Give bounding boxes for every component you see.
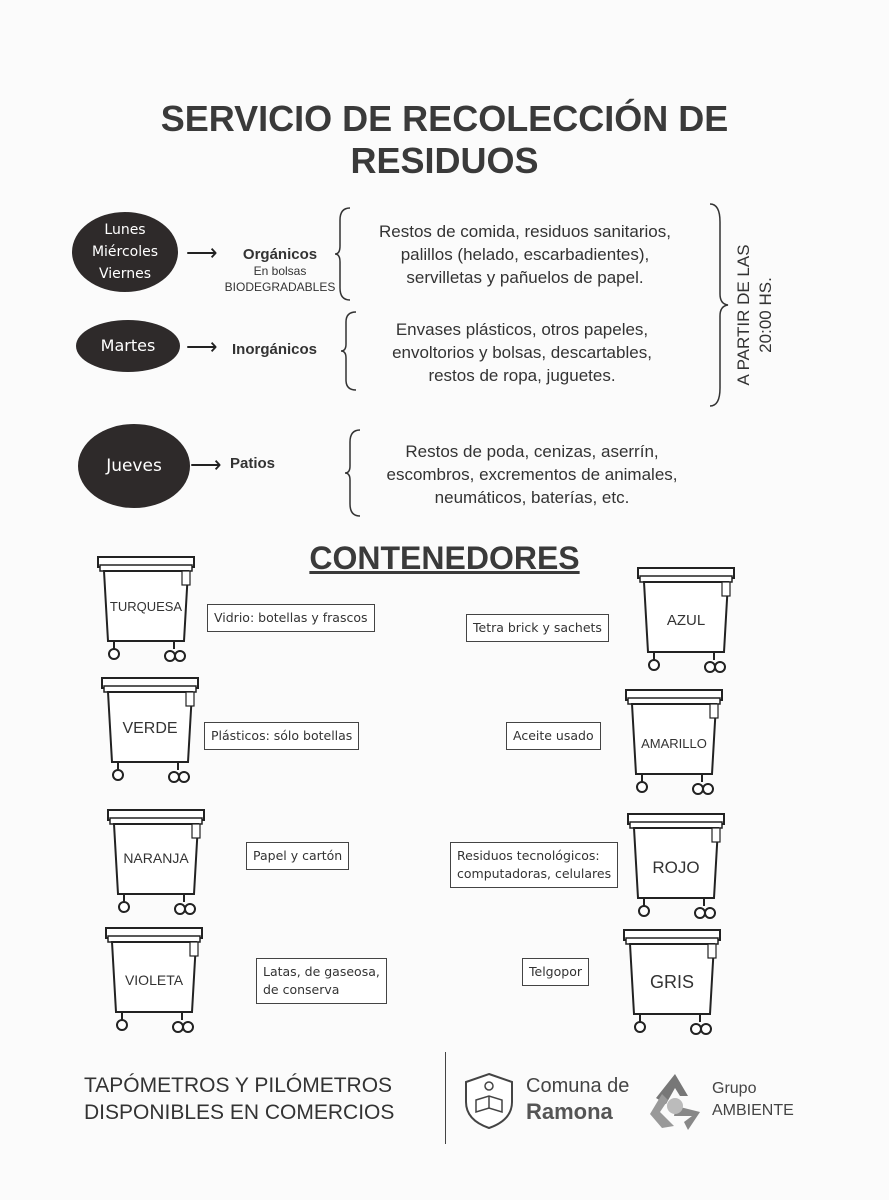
logo-text-line: Grupo bbox=[712, 1080, 757, 1097]
container-naranja bbox=[106, 808, 206, 918]
logo-ambiente-text bbox=[712, 1078, 794, 1122]
container-item: Residuos tecnológicos: bbox=[457, 848, 600, 863]
container-item-box bbox=[246, 842, 349, 870]
container-item-box bbox=[450, 842, 618, 888]
container-item: Aceite usado bbox=[513, 728, 594, 743]
category-note: En bolsas bbox=[253, 264, 307, 278]
arrow-right-icon: ⟶ bbox=[186, 334, 218, 359]
desc-line: Restos de poda, cenizas, aserrín, bbox=[405, 442, 659, 461]
desc-line: escombros, excrementos de animales, bbox=[386, 465, 678, 484]
inorganicos-description bbox=[352, 318, 692, 387]
page-title bbox=[0, 98, 889, 182]
desc-line: servilletas y pañuelos de papel. bbox=[406, 268, 644, 287]
logo-comuna-ramona bbox=[462, 1070, 516, 1135]
days-oval-jueves bbox=[78, 424, 190, 508]
container-color-label: ROJO bbox=[652, 858, 700, 877]
container-item-box bbox=[204, 722, 359, 750]
container-color-label: AMARILLO bbox=[641, 736, 707, 751]
footer-line: DISPONIBLES EN COMERCIOS bbox=[84, 1101, 395, 1124]
container-color-label: TURQUESA bbox=[109, 599, 183, 614]
arrow-right-icon: ⟶ bbox=[190, 452, 222, 477]
recycle-icon bbox=[642, 1068, 708, 1134]
category-note: BIODEGRADABLES bbox=[224, 280, 336, 294]
container-item-box bbox=[466, 614, 609, 642]
arrow-right-icon: ⟶ bbox=[186, 240, 218, 265]
container-color-label: GRIS bbox=[649, 972, 694, 992]
footer-line: TAPÓMETROS Y PILÓMETROS bbox=[84, 1074, 393, 1097]
desc-line: restos de ropa, juguetes. bbox=[428, 366, 616, 385]
container-color-label: VIOLETA bbox=[124, 972, 184, 988]
desc-line: neumáticos, baterías, etc. bbox=[434, 488, 630, 507]
desc-line: envoltorios y bolsas, descartables, bbox=[392, 343, 652, 362]
footer-divider bbox=[445, 1052, 446, 1144]
time-note bbox=[733, 225, 779, 405]
container-item: de conserva bbox=[263, 982, 340, 997]
days-oval-lunes-miercoles-viernes bbox=[72, 212, 178, 292]
container-violeta bbox=[104, 926, 204, 1036]
footer-text bbox=[84, 1072, 394, 1126]
logo-text-line: Ramona bbox=[526, 1099, 613, 1124]
container-item-box bbox=[506, 722, 601, 750]
day-label: Jueves bbox=[106, 456, 162, 476]
container-amarillo bbox=[624, 688, 724, 798]
container-item: Telgopor bbox=[529, 964, 582, 979]
logo-text-line: Comuna de bbox=[526, 1075, 630, 1097]
day-label: Martes bbox=[100, 336, 156, 355]
container-item: computadoras, celulares bbox=[457, 866, 612, 881]
containers-title: CONTENEDORES bbox=[309, 540, 580, 576]
container-item: Plásticos: sólo botellas bbox=[211, 728, 353, 743]
organicos-description bbox=[345, 220, 705, 289]
container-rojo bbox=[626, 812, 726, 922]
day-label: Lunes bbox=[104, 222, 146, 238]
category-label: Orgánicos bbox=[242, 246, 318, 263]
title-line-1: SERVICIO DE RECOLECCIÓN DE bbox=[160, 98, 729, 139]
container-item: Latas, de gaseosa, bbox=[263, 964, 380, 979]
title-line-2: RESIDUOS bbox=[350, 140, 539, 181]
container-color-label: VERDE bbox=[122, 720, 178, 737]
container-item: Papel y cartón bbox=[253, 848, 343, 863]
shield-icon bbox=[462, 1070, 516, 1130]
container-color-label: AZUL bbox=[666, 612, 706, 629]
container-item-box bbox=[256, 958, 387, 1004]
container-item: Vidrio: botellas y frascos bbox=[214, 610, 368, 625]
day-label: Miércoles bbox=[91, 244, 159, 260]
patios-description bbox=[352, 440, 712, 509]
container-turquesa bbox=[96, 555, 196, 665]
container-verde bbox=[100, 676, 200, 786]
logo-comuna-text bbox=[526, 1074, 629, 1126]
container-item: Tetra brick y sachets bbox=[473, 620, 602, 635]
category-inorganicos: Inorgánicos bbox=[232, 341, 318, 358]
logo-text-line: AMBIENTE bbox=[712, 1102, 794, 1119]
category-patios: Patios bbox=[230, 455, 276, 472]
desc-line: Envases plásticos, otros papeles, bbox=[395, 320, 649, 339]
container-item-box bbox=[207, 604, 375, 632]
day-label: Viernes bbox=[98, 266, 152, 282]
desc-line: palillos (helado, escarbadientes), bbox=[400, 245, 650, 264]
time-note-line: 20:00 HS. bbox=[756, 277, 775, 353]
days-oval-martes bbox=[76, 320, 180, 372]
container-color-label: NARANJA bbox=[123, 850, 189, 866]
container-gris bbox=[622, 928, 722, 1038]
time-note-line: A PARTIR DE LAS bbox=[734, 244, 753, 386]
desc-line: Restos de comida, residuos sanitarios, bbox=[379, 222, 671, 241]
container-azul bbox=[636, 566, 736, 676]
logo-grupo-ambiente bbox=[642, 1068, 708, 1139]
category-organicos bbox=[210, 246, 350, 295]
right-brace-icon bbox=[706, 202, 730, 408]
container-item-box bbox=[522, 958, 589, 986]
